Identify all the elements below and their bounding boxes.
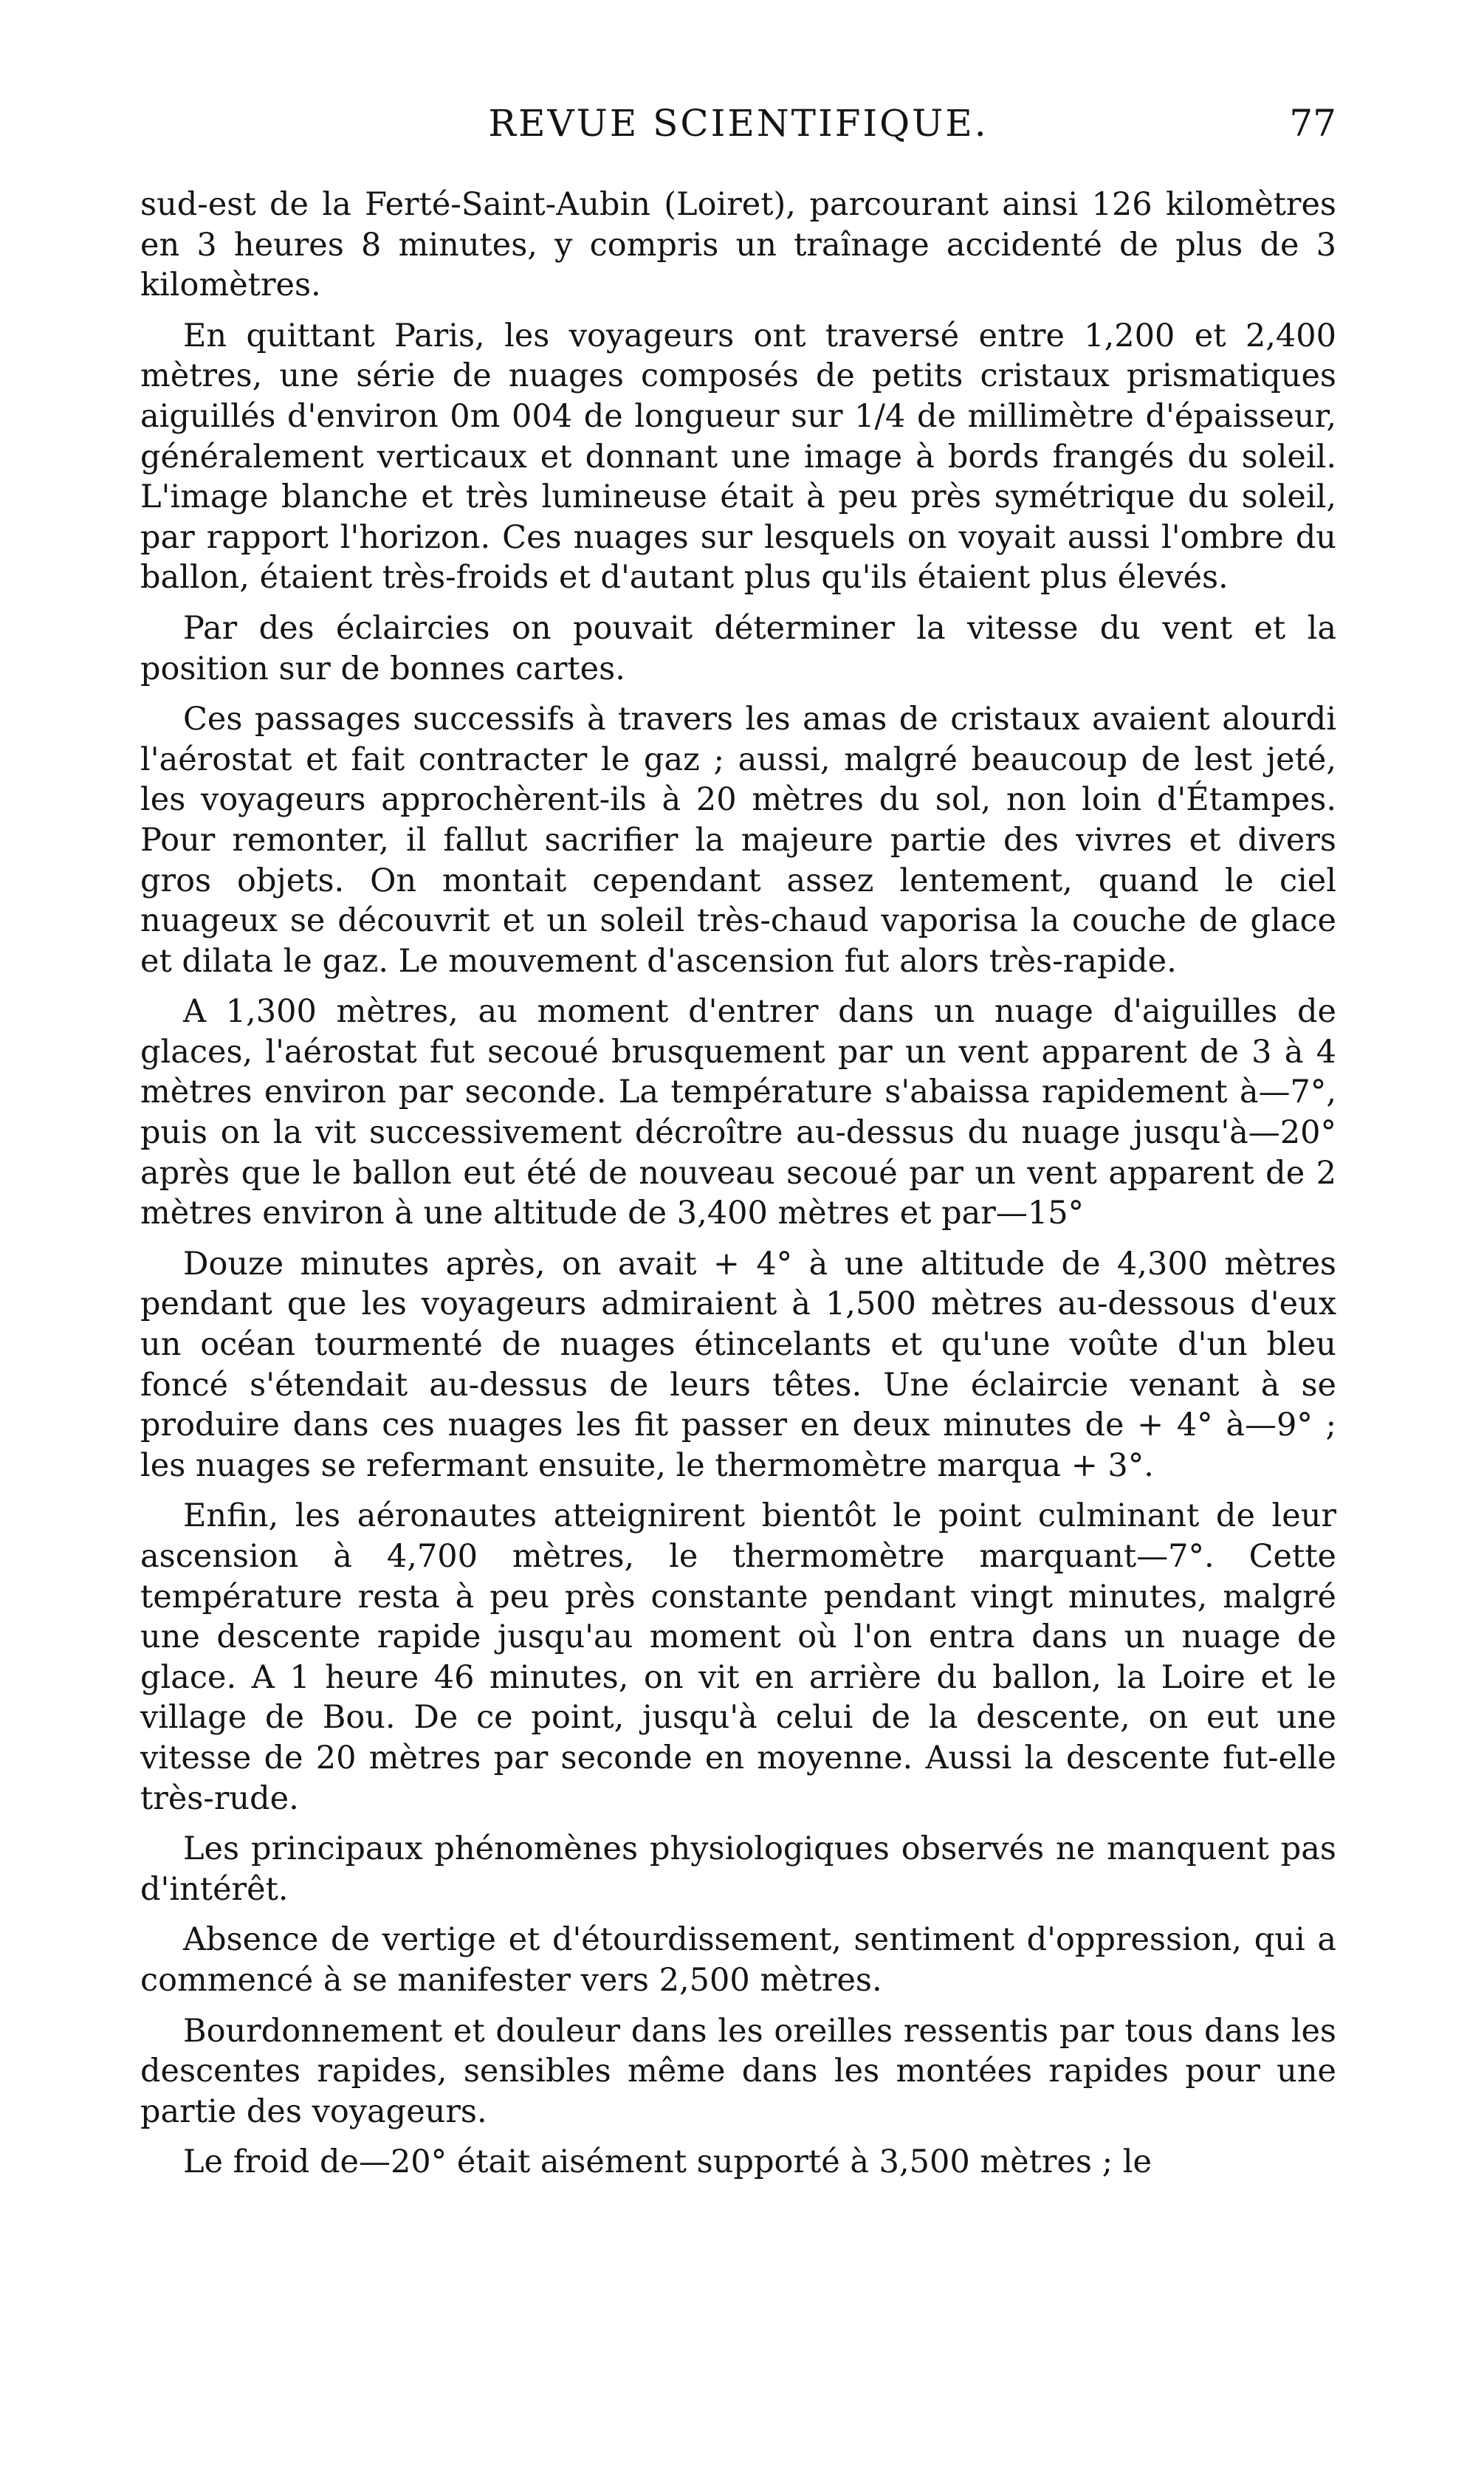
paragraph: Bourdonnement et douleur dans les oreilles ressentis par tous dans les descentes rapides, sensibles même dans les montées rapides pour une partie des voyageurs.	[140, 2012, 1336, 2130]
paragraph-truncated: Le froid de—20° était aisément supporté à 3,500 mètres ; le	[183, 2143, 1152, 2181]
paragraph: Absence de vertige et d'étourdissement, sentiment d'oppression, qui a commencé à se manifester vers 2,500 mètres.	[140, 1921, 1336, 1999]
paragraph: En quittant Paris, les voyageurs ont traversé entre 1,200 et 2,400 mètres, une série de nuages composés de petits cristaux prismatiques aiguillés d'environ 0m 004 de longueur sur 1/4 de millimètre d'épaisseur, généralement verticaux et donnant une image à bords frangés du soleil. L'image blanche et très lumineuse était à peu près symétrique du soleil, par rapport l'horizon. Ces nuages sur lesquels on voyait aussi l'ombre du ballon, étaient très-froids et d'autant plus qu'ils étaient plus élevés.	[140, 317, 1336, 597]
paragraph: A 1,300 mètres, au moment d'entrer dans un nuage d'aiguilles de glaces, l'aérostat fut secoué brusquement par un vent apparent de 3 à 4 mètres environ par seconde. La température s'abaissa rapidement à—7°, puis on la vit successivement décroître au-dessus du nuage jusqu'à—20° après que le ballon eut été de nouveau secoué par un vent apparent de 2 mètres environ à une altitude de 3,400 mètres et par—15°	[140, 993, 1336, 1232]
journal-title: REVUE SCIENTIFIQUE.	[488, 102, 989, 145]
paragraph: Ces passages successifs à travers les amas de cristaux avaient alourdi l'aérostat et fait contracter le gaz ; aussi, malgré beaucoup de lest jeté, les voyageurs approchèrent-ils à 20 mètres du sol, non loin d'Étampes. Pour remonter, il fallut sacrifier la majeure partie des vivres et divers gros objets. On montait cependant assez lentement, quand le ciel nuageux se découvrit et un soleil très-chaud vaporisa la couche de glace et dilata le gaz. Le mouvement d'ascension fut alors très-rapide.	[140, 701, 1336, 980]
page-number: 77	[1289, 102, 1336, 145]
running-header	[140, 97, 1336, 149]
paragraph: Les principaux phénomènes physiologiques observés ne manquent pas d'intérêt.	[140, 1830, 1336, 1908]
paragraph: Enfin, les aéronautes atteignirent bientôt le point culminant de leur ascension à 4,700 mètres, le thermomètre marquant—7°. Cette température resta à peu près constante pendant vingt minutes, malgré une descente rapide jusqu'au moment où l'on entra dans un nuage de glace. A 1 heure 46 minutes, on vit en arrière du ballon, la Loire et le village de Bou. De ce point, jusqu'à celui de la descente, on eut une vitesse de 20 mètres par seconde en moyenne. Aussi la descente fut-elle très-rude.	[140, 1497, 1336, 1817]
paragraph: Par des éclaircies on pouvait déterminer la vitesse du vent et la position sur de bonnes cartes.	[140, 609, 1336, 687]
paragraph-continued: sud-est de la Ferté-Saint-Aubin (Loiret), parcourant ainsi 126 kilomètres en 3 heures 8 minutes, y compris un traînage accidenté de plus de 3 kilomètres.	[140, 186, 1336, 304]
paragraph: Douze minutes après, on avait + 4° à une altitude de 4,300 mètres pendant que les voyageurs admiraient à 1,500 mètres au-dessous d'eux un océan tourmenté de nuages étincelants et qu'une voûte d'un bleu foncé s'étendait au-dessus de leurs têtes. Une éclaircie venant à se produire dans ces nuages les fit passer en deux minutes de + 4° à—9° ; les nuages se refermant ensuite, le thermomètre marqua + 3°.	[140, 1245, 1336, 1484]
article-body	[140, 185, 1336, 2193]
